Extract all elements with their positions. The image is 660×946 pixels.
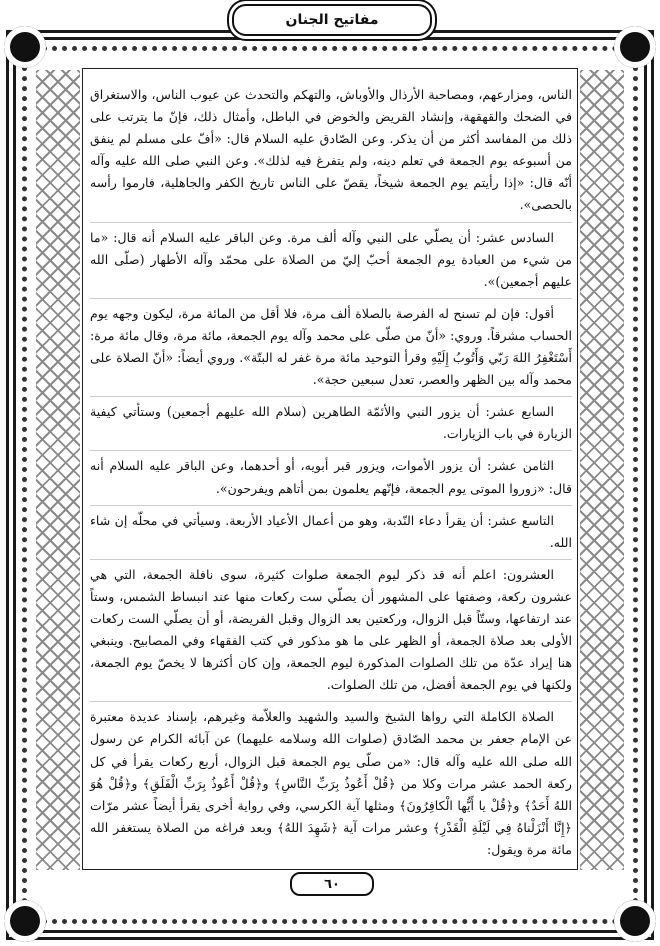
paragraph: السادس عشر: أن يصلّي على النبي وآله ألف مرة. وعن الباقر عليه السلام أنه قال: «ما من شيء من العبادة يوم الجمعة أحبّ إليّ من الصلاة على محمّد وآله الأطهار (صلّى الله عليهم أجمعين)».	[90, 222, 572, 293]
paragraph: الناس، ومزارعهم، ومصاحبة الأرذال والأوباش، والتهكم والتحدث عن عيوب الناس، والاستغراق في الضحك والقهقهة، وإنشاد القريض والخوض في الباطل، وأمثال ذلك، فإنّ ما يترتب على ذلك من المفاسد أكثر من أن يذكر. وعن الصّادق عليه السلام قال: «أفّ على مسلم لم ينفق من أسبوعه يوم الجمعة في تعلم دينه، ولم يتفرغ فيه لذلك». وعن النبي صلى الله عليه وآله أنّه قال: «إذا رأيتم يوم الجمعة شيخاً، يقصّ على الناس تاريخ الكفر والجاهلية، فارموا رأسه بالحصى».	[90, 87, 572, 213]
border-pattern-right	[580, 70, 624, 870]
corner-ornament-icon	[4, 900, 46, 942]
border-pattern-left	[36, 70, 80, 870]
paragraph: السابع عشر: أن يزور النبي والأئمّة الطاهرين (سلام الله عليهم أجمعين) وستأتي كيفية الزيارة في باب الزيارات.	[90, 396, 572, 445]
corner-ornament-icon	[614, 900, 656, 942]
book-title: مفاتيح الجنان	[285, 12, 379, 28]
page-body	[86, 76, 576, 862]
book-title-header	[232, 4, 432, 36]
page-number: ٦٠	[290, 872, 374, 896]
corner-ornament-icon	[614, 26, 656, 68]
paragraph: الصلاة الكاملة التي رواها الشيخ والسيد والشهيد والعلاّمة وغيرهم، بإسناد عديدة معتبرة عن الإمام جعفر بن محمد الصّادق (صلوات الله وسلامه عليهما) عن آبائه الكرام عن رسول الله صلى الله عليه وآله قال: «من صلّى يوم الجمعة قبل الزوال، أربع ركعات يقرأ في كل ركعة الحمد عشر مرات وكلا من ﴿قُلْ أَعُوذُ بِرَبِّ النَّاسِ﴾ و﴿قُلْ أَعُوذُ بِرَبِّ الْفَلَقِ﴾ و﴿قُلْ هُوَ اللهُ أَحَدٌ﴾ و﴿قُلْ يا أَيُّها الْكافِرُونَ﴾ ومثلها آية الكرسي، وفي رواية أخرى يقرأ أيضاً عشر مرّات ﴿إِنَّا أَنْزَلْناهُ فِي لَيْلَةِ الْقَدْرِ﴾ وعشر مرات آية ﴿شَهِدَ اللهُ﴾ وبعد فراغه من الصلاة يستغفر الله مائة مرة ويقول:	[90, 701, 572, 861]
corner-ornament-icon	[4, 26, 46, 68]
paragraph: أقول: فإن لم تسنح له الفرصة بالصلاة ألف مرة، فلا أقل من المائة مرة، ليكون وجهه يوم الحساب مشرقاً. وروي: «أنّ من صلّى على محمد وآله يوم الجمعة، مائة مرة، وقال مائة مرة: أَسْتَغْفِرُ اللهَ رَبّي وَأَتُوبُ إِلَيْهِ وقرأ التوحيد مائة مرة غفر له البتّة». وروي أيضاً: «أنّ الصلاة على محمد وآله بين الظهر والعصر، تعدل سبعين حجة».	[90, 298, 572, 391]
paragraph: العشرون: اعلم أنه قد ذكر ليوم الجمعة صلوات كثيرة، سوى نافلة الجمعة، التي هي عشرون ركعة، وصفتها على المشهور أن يصلّي ست ركعات منها عند انبساط الشمس، وستاً عند ارتفاعها، وستّاً قبل الزوال، وركعتين بعد الزوال وقبل الفريضة، أو أن يصلّي الست ركعات الأولى بعد صلاة الجمعة، أو الظهر على ما هو مذكور في كتب الفقهاء وفي المصابيح. وينبغي هنا إيراد عدّة من تلك الصلوات المذكورة ليوم الجمعة، وإن كان أكثرها لا يخصّ يوم الجمعة، ولكنها في يوم الجمعة أفضل، من تلك الصلوات.	[90, 559, 572, 697]
paragraph: الثامن عشر: أن يزور الأموات، ويزور قبر أبويه، أو أحدهما، وعن الباقر عليه السلام أنه قال: «زوروا الموتى يوم الجمعة، فإنّهم يعلمون بمن أتاهم ويفرحون».	[90, 450, 572, 499]
paragraph: التاسع عشر: أن يقرأ دعاء النّدبة، وهو من أعمال الأعياد الأربعة. وسيأتي في محلّه إن شاء الله.	[90, 505, 572, 554]
